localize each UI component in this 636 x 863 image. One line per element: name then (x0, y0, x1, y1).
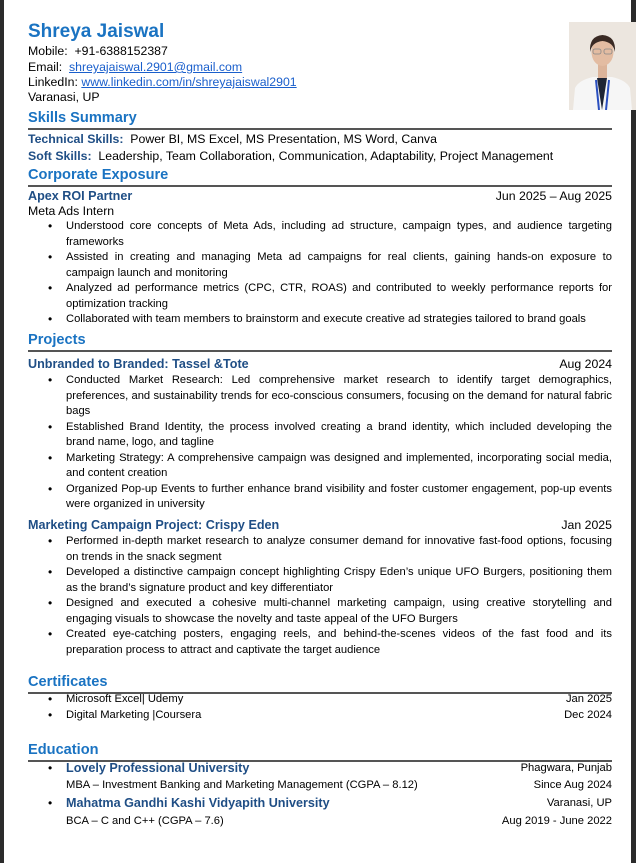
education-detail (28, 777, 612, 794)
location: Varanasi, UP (28, 90, 100, 104)
email-line (28, 59, 242, 75)
list-item: • Assisted in creating and managing Meta ad campaigns for real clients, gaining hands-on exposure to campaign launch and monitoring (28, 250, 612, 281)
mobile-line (28, 43, 168, 59)
corporate-section-header (28, 166, 612, 187)
certificate-date: Dec 2024 (564, 708, 612, 721)
linkedin-label: LinkedIn: (28, 75, 78, 89)
projects-title: Projects (28, 332, 86, 348)
resume-page (4, 0, 631, 863)
list-item: • Performed in-depth market research to analyze consumer demand for innovative fast-food options, focusing on trends in the snack segment (28, 534, 612, 565)
education-section-header (28, 741, 612, 762)
technical-skills-value: Power BI, MS Excel, MS Presentation, MS Word, Canva (130, 132, 437, 146)
linkedin-line (28, 74, 297, 90)
school-name: Mahatma Gandhi Kashi Vidyapith University (66, 796, 330, 810)
soft-skills-label: Soft Skills: (28, 149, 92, 163)
certificates-title: Certificates (28, 674, 108, 690)
list-item: • Collaborated with team members to brainstorm and execute creative ad strategies tailored to brand goals (28, 312, 612, 328)
school-name: Lovely Professional University (66, 761, 250, 775)
corporate-role: Meta Ads Intern (28, 204, 115, 218)
project-2-header (28, 517, 612, 533)
corporate-dates: Jun 2025 – Aug 2025 (495, 189, 612, 203)
education-item (28, 794, 612, 813)
certificate-date: Jan 2025 (565, 693, 612, 705)
certificates-list (28, 692, 612, 723)
list-item: • Organized Pop-up Events to further enhance brand visibility and foster customer engagement, pop-up events were organized in university (28, 482, 612, 513)
mobile-value: +91-6388152387 (74, 44, 168, 58)
certificates-section-header (28, 673, 612, 694)
corporate-org: Apex ROI Partner (28, 189, 133, 203)
list-item: • Conducted Market Research: Led comprehensive market research to identify target demographics, preferences, and sustainability trends for eco-conscious consumers, focusing on the demand for natural fabric bags (28, 373, 612, 420)
education-detail (28, 813, 612, 829)
school-location: Varanasi, UP (546, 797, 612, 809)
certificate-item (28, 708, 612, 724)
technical-skills-line (28, 131, 612, 147)
list-item: • Created eye-catching posters, engaging reels, and behind-the-scenes videos of the fast food and its preparation process to attract and captivate the target audience (28, 627, 612, 658)
technical-skills-label: Technical Skills: (28, 132, 124, 146)
project-2-bullets (28, 534, 612, 658)
linkedin-link[interactable]: www.linkedin.com/in/shreyajaiswal2901 (81, 75, 297, 89)
section-divider (28, 128, 612, 130)
corporate-bullets (28, 219, 612, 328)
section-divider (28, 185, 612, 187)
degree: MBA – Investment Banking and Marketing Management (CGPA – 8.12) (66, 779, 418, 791)
candidate-name: Shreya Jaiswal (28, 21, 165, 42)
certificate-item (28, 692, 612, 708)
corporate-org-line (28, 188, 612, 204)
skills-section-header (28, 109, 612, 130)
project-1-name: Unbranded to Branded: Tassel &Tote (28, 357, 249, 371)
education-dates: Aug 2019 - June 2022 (501, 815, 612, 827)
section-divider (28, 350, 612, 352)
corporate-title: Corporate Exposure (28, 167, 169, 183)
skills-title: Skills Summary (28, 110, 137, 126)
project-1-header (28, 356, 612, 372)
list-item: • Established Brand Identity, the process involved creating a brand identity, which included developing the brand name, logo, and tagline (28, 420, 612, 451)
profile-photo-icon (569, 22, 636, 110)
soft-skills-line (28, 148, 612, 164)
email-label: Email: (28, 60, 63, 74)
education-dates: Since Aug 2024 (533, 779, 612, 791)
project-2-name: Marketing Campaign Project: Crispy Eden (28, 518, 280, 532)
list-item: • Marketing Strategy: A comprehensive campaign was designed and implemented, incorporating social media, and content creation (28, 451, 612, 482)
project-1-bullets (28, 373, 612, 513)
certificate-name: Digital Marketing |Coursera (66, 708, 202, 721)
projects-section-header (28, 331, 612, 352)
list-item: • Understood core concepts of Meta Ads, including ad structure, campaign types, and audience targeting frameworks (28, 219, 612, 250)
school-location: Phagwara, Punjab (520, 762, 612, 774)
mobile-label: Mobile: (28, 44, 68, 58)
education-item (28, 760, 612, 777)
education-list (28, 760, 612, 829)
list-item: • Developed a distinctive campaign concept highlighting Crispy Eden’s unique UFO Burgers, positioning them as the brand’s signature product and key differentiator (28, 565, 612, 596)
soft-skills-value: Leadership, Team Collaboration, Communication, Adaptability, Project Management (98, 149, 554, 163)
profile-photo (569, 22, 636, 110)
list-item: • Designed and executed a cohesive multi-channel marketing campaign, using creative storytelling and engaging visuals to showcase the novelty and taste appeal of the UFO Burgers (28, 596, 612, 627)
education-title: Education (28, 742, 99, 758)
certificate-name: Microsoft Excel| Udemy (66, 693, 184, 705)
project-2-date: Jan 2025 (561, 518, 612, 532)
email-link[interactable]: shreyajaiswal.2901@gmail.com (69, 60, 243, 74)
list-item: • Analyzed ad performance metrics (CPC, CTR, ROAS) and contributed to weekly performance reports for optimization tracking (28, 281, 612, 312)
degree: BCA – C and C++ (CGPA – 7.6) (66, 815, 224, 827)
project-1-date: Aug 2024 (559, 357, 612, 371)
